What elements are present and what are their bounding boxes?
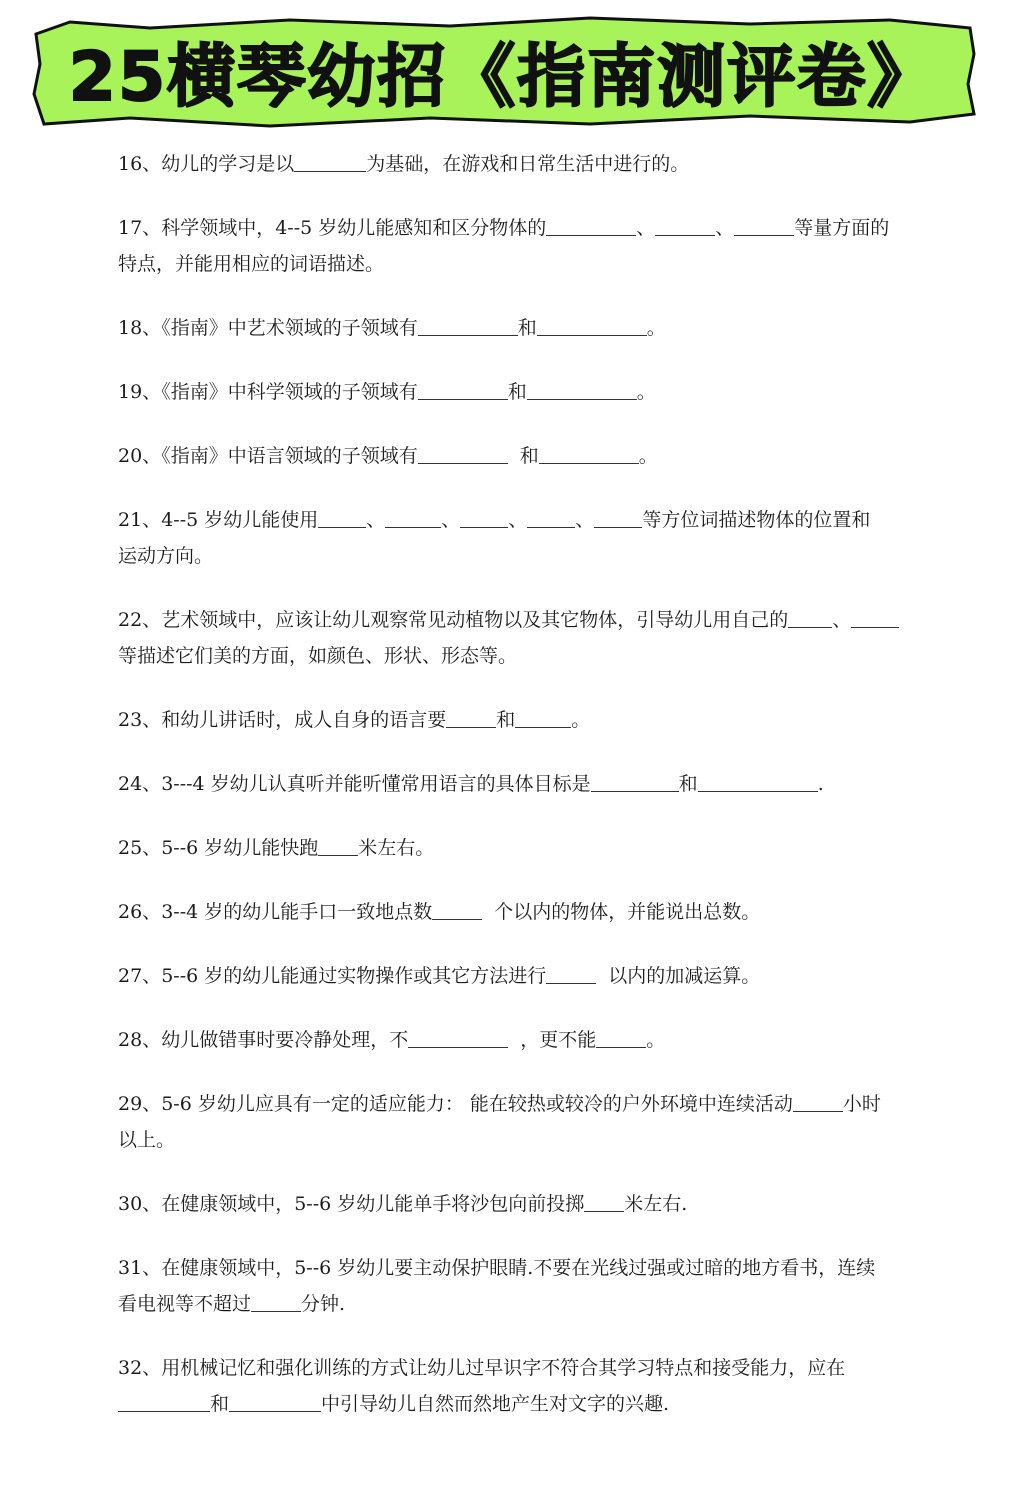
question-23 [118,702,940,738]
question-text: 和 [210,1393,230,1415]
answer-blank[interactable] [527,505,575,528]
question-32 [118,1350,940,1422]
question-text: 和 [496,709,516,731]
answer-blank[interactable] [851,605,899,628]
question-text: 。 [636,381,656,403]
question-text: 中引导幼儿自然而然地产生对文字的兴趣. [321,1393,670,1415]
question-number: 28、 [118,1029,162,1051]
answer-blank[interactable] [793,1089,843,1112]
answer-blank[interactable] [539,441,639,464]
question-number: 21、 [118,509,162,531]
question-number: 17、 [118,217,162,239]
answer-blank[interactable] [546,961,596,984]
question-text: 、 [715,217,735,239]
answer-blank[interactable] [294,149,366,172]
question-text: 艺术领域中，应该让幼儿观察常见动植物以及其它物体，引导幼儿用自己的 [161,609,789,631]
question-text: 3---4 岁幼儿认真听并能听懂常用语言的具体目标是 [161,773,591,795]
answer-blank[interactable] [515,705,571,728]
answer-blank[interactable] [385,505,441,528]
question-text: 《指南》中语言领域的子领域有 [161,445,418,467]
question-number: 18、 [118,317,162,339]
question-list [118,146,940,1422]
answer-blank[interactable] [591,769,679,792]
question-20 [118,438,940,474]
answer-blank[interactable] [594,505,642,528]
question-number: 23、 [118,709,162,731]
question-text: 《指南》中艺术领域的子领域有 [161,317,418,339]
question-31 [118,1250,940,1322]
question-text: 在健康领域中，5--6 岁幼儿能单手将沙包向前投掷 [161,1193,585,1215]
answer-blank[interactable] [118,1389,210,1412]
question-text: 、 [508,509,528,531]
question-text: 特点，并能用相应的词语描述。 [118,253,385,275]
question-text: 、 [366,509,386,531]
answer-blank[interactable] [251,1289,301,1312]
answer-blank[interactable] [418,377,508,400]
question-24 [118,766,940,802]
question-26 [118,894,940,930]
answer-blank[interactable] [527,377,637,400]
question-text: 以内的加减运算。 [608,965,761,987]
answer-blank[interactable] [432,897,482,920]
answer-blank[interactable] [655,213,715,236]
question-number: 29、 [118,1093,162,1115]
question-text: 。 [646,1029,666,1051]
answer-blank[interactable] [318,833,358,856]
answer-blank[interactable] [460,505,508,528]
question-text: ，更不能 [520,1029,597,1051]
question-text: 等方位词描述物体的位置和 [642,509,871,531]
title-banner [30,14,976,128]
question-number: 32、 [118,1357,162,1379]
question-text: 分钟. [301,1293,346,1315]
question-text: 、 [832,609,852,631]
question-number: 27、 [118,965,162,987]
question-text: 和 [519,445,539,467]
question-text: 看电视等不超过 [118,1293,252,1315]
question-28 [118,1022,940,1058]
question-29 [118,1086,940,1158]
question-text: 等描述它们美的方面，如颜色、形状、形态等。 [118,645,518,667]
question-text: 和幼儿讲话时，成人自身的语言要 [161,709,447,731]
question-25 [118,830,940,866]
question-text: . [817,773,824,795]
question-text: 。 [571,709,591,731]
question-text: 5-6 岁幼儿应具有一定的适应能力： 能在较热或较冷的户外环境中连续活动 [161,1093,793,1115]
question-22 [118,602,940,674]
answer-blank[interactable] [418,313,518,336]
answer-blank[interactable] [788,605,832,628]
question-text: 幼儿做错事时要冷静处理，不 [161,1029,409,1051]
question-text: 5--6 岁的幼儿能通过实物操作或其它方法进行 [161,965,547,987]
question-text: 个以内的物体，并能说出总数。 [494,901,761,923]
question-number: 24、 [118,773,162,795]
question-text: 。 [646,317,666,339]
answer-blank[interactable] [546,213,636,236]
question-text: 科学领域中，4--5 岁幼儿能感知和区分物体的 [161,217,547,239]
question-number: 16、 [118,153,162,175]
question-text: 《指南》中科学领域的子领域有 [161,381,418,403]
question-30 [118,1186,940,1222]
question-27 [118,958,940,994]
question-text: 为基础，在游戏和日常生活中进行的。 [366,153,690,175]
question-text: 米左右。 [358,837,435,859]
question-number: 30、 [118,1193,162,1215]
answer-blank[interactable] [734,213,794,236]
answer-blank[interactable] [408,1025,508,1048]
question-number: 22、 [118,609,162,631]
page-title: 25横琴幼招《指南测评卷》 [68,37,938,117]
question-number: 20、 [118,445,162,467]
question-number: 26、 [118,901,162,923]
question-number: 25、 [118,837,162,859]
answer-blank[interactable] [318,505,366,528]
question-17 [118,210,940,282]
question-text: 在健康领域中，5--6 岁幼儿要主动保护眼睛.不要在光线过强或过暗的地方看书，连续 [161,1257,876,1279]
question-text: 幼儿的学习是以 [161,153,295,175]
question-number: 19、 [118,381,162,403]
question-text: 小时 [842,1093,881,1115]
answer-blank[interactable] [596,1025,646,1048]
question-text: 用机械记忆和强化训练的方式让幼儿过早识字不符合其学习特点和接受能力，应在 [161,1357,846,1379]
question-19 [118,374,940,410]
question-16 [118,146,940,182]
answer-blank[interactable] [584,1189,624,1212]
question-number: 31、 [118,1257,162,1279]
question-text: 和 [678,773,698,795]
question-text: 。 [638,445,658,467]
question-18 [118,310,940,346]
question-text: 3--4 岁的幼儿能手口一致地点数 [161,901,433,923]
question-text: 和 [517,317,537,339]
question-text: 4--5 岁幼儿能使用 [161,509,319,531]
question-text: 米左右. [624,1193,688,1215]
question-text: 和 [507,381,527,403]
question-text: 5--6 岁幼儿能快跑 [161,837,319,859]
question-21 [118,502,940,574]
answer-blank[interactable] [698,769,818,792]
question-text: 、 [575,509,595,531]
question-text: 等量方面的 [794,217,890,239]
question-text: 、 [441,509,461,531]
answer-blank[interactable] [418,441,508,464]
question-text: 、 [636,217,656,239]
question-text: 以上。 [118,1129,176,1151]
answer-blank[interactable] [229,1389,321,1412]
answer-blank[interactable] [446,705,496,728]
answer-blank[interactable] [537,313,647,336]
question-text: 运动方向。 [118,545,214,567]
